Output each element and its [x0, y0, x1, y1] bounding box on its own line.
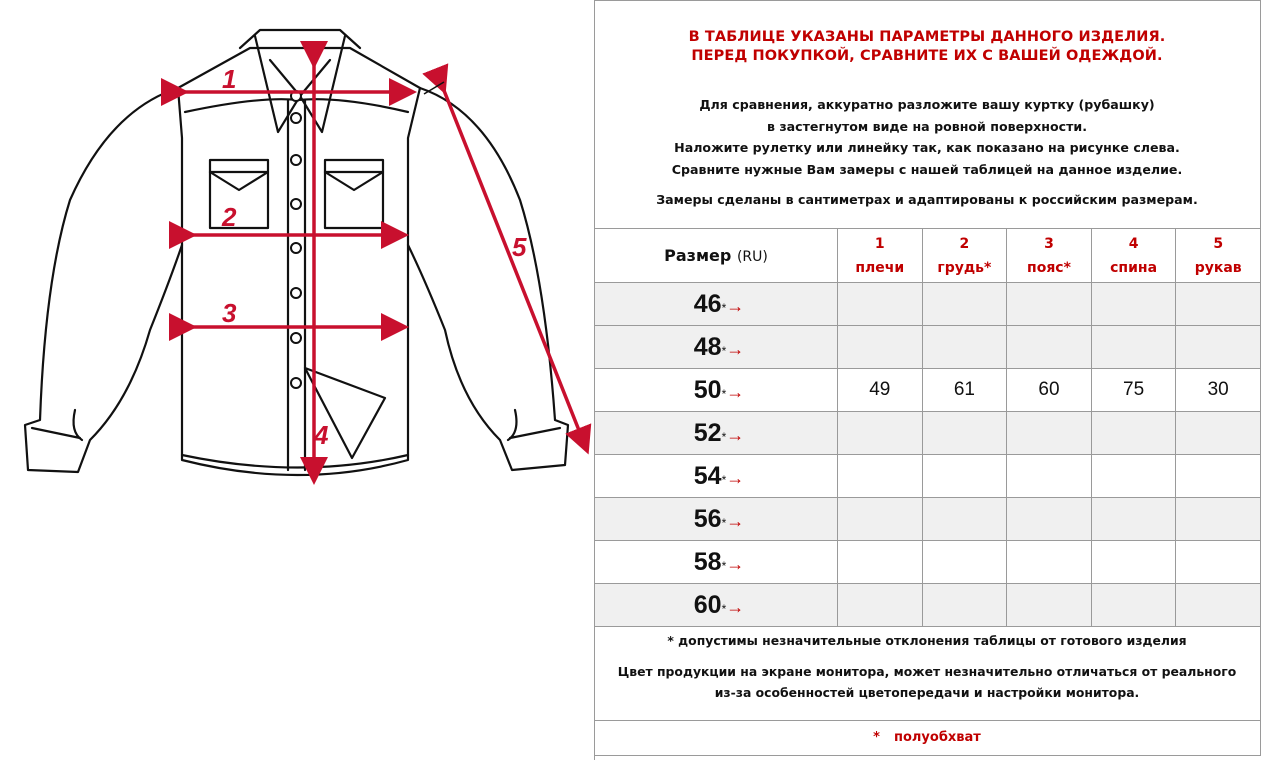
- column-header-chest: 2 грудь*: [922, 229, 1007, 283]
- shirt-measurement-illustration: [0, 0, 595, 760]
- measure-label-2: 2: [222, 202, 237, 232]
- column-header-sleeve: 5 рукав: [1176, 229, 1261, 283]
- measure-label-5: 5: [512, 232, 527, 262]
- instruction-line-4: Сравните нужные Вам замеры с нашей таблицей на данное изделие.: [671, 161, 1183, 177]
- size-cell: 50*→: [595, 369, 838, 412]
- value-cell: [1176, 283, 1261, 326]
- size-cell: 52*→: [595, 412, 838, 455]
- table-row: [595, 455, 1261, 498]
- value-cell: [838, 584, 923, 627]
- value-cell: [1091, 412, 1176, 455]
- instruction-line-3: Наложите рулетку или линейку так, как показано на рисунке слева.: [674, 140, 1180, 155]
- size-cell: 48*→: [595, 326, 838, 369]
- units-note: Замеры сделаны в сантиметрах и адаптированы к российским размерам.: [656, 192, 1198, 207]
- value-cell: [922, 326, 1007, 369]
- title-line-1: В ТАБЛИЦЕ УКАЗАНЫ ПАРАМЕТРЫ ДАННОГО ИЗДЕЛИЯ.: [688, 29, 1166, 45]
- value-cell: [1007, 584, 1092, 627]
- value-cell: [1176, 326, 1261, 369]
- value-cell: [1007, 455, 1092, 498]
- measure-line-sleeve: [443, 88, 586, 448]
- measure-label-3: 3: [222, 298, 237, 328]
- value-cell: [1176, 412, 1261, 455]
- color-disclaimer-line-1: Цвет продукции на экране монитора, может незначительно отличаться от реального: [617, 664, 1237, 679]
- measurement-lines: [182, 62, 586, 478]
- value-cell: [838, 541, 923, 584]
- value-cell: [1176, 455, 1261, 498]
- table-row: [595, 541, 1261, 584]
- instructions: [594, 94, 1260, 180]
- instruction-line-1: Для сравнения, аккуратно разложите вашу куртку (рубашку): [699, 97, 1155, 112]
- size-chart-panel: [594, 0, 1261, 756]
- footer-divider: [594, 720, 1260, 721]
- column-header-shoulders: 1 плечи: [838, 229, 923, 283]
- size-header-unit: (RU): [736, 249, 768, 265]
- column-header-back: 4 спина: [1091, 229, 1176, 283]
- table-row: [595, 412, 1261, 455]
- value-cell: [1007, 541, 1092, 584]
- size-cell: 56*→: [595, 498, 838, 541]
- size-column-header: [595, 229, 838, 283]
- value-cell: [1176, 498, 1261, 541]
- value-cell: [922, 412, 1007, 455]
- value-cell: [838, 283, 923, 326]
- size-cell: 58*→: [595, 541, 838, 584]
- legend-asterisk: *: [873, 730, 880, 745]
- value-cell: [922, 541, 1007, 584]
- value-cell: [1091, 584, 1176, 627]
- value-cell: 75: [1091, 369, 1176, 412]
- value-cell: 30: [1176, 369, 1261, 412]
- size-table: [594, 228, 1261, 627]
- color-disclaimer: [594, 661, 1260, 703]
- value-cell: [1007, 283, 1092, 326]
- size-cell: 60*→: [595, 584, 838, 627]
- table-row: [595, 584, 1261, 627]
- measure-label-1: 1: [222, 64, 237, 94]
- size-table-header: [595, 229, 1261, 283]
- table-row: [595, 369, 1261, 412]
- value-cell: [838, 455, 923, 498]
- value-cell: [922, 455, 1007, 498]
- value-cell: [1007, 412, 1092, 455]
- value-cell: [1091, 541, 1176, 584]
- value-cell: [1176, 541, 1261, 584]
- title-line-2: ПЕРЕД ПОКУПКОЙ, СРАВНИТЕ ИХ С ВАШЕЙ ОДЕЖДОЙ.: [691, 48, 1163, 64]
- chart-title: [594, 28, 1260, 66]
- value-cell: [1091, 283, 1176, 326]
- table-row: [595, 283, 1261, 326]
- table-row: [595, 326, 1261, 369]
- tolerance-note: * допустимы незначительные отклонения таблицы от готового изделия: [667, 633, 1187, 648]
- table-row: [595, 498, 1261, 541]
- instruction-line-2: в застегнутом виде на ровной поверхности.: [767, 118, 1087, 134]
- value-cell: [1007, 498, 1092, 541]
- shirt-drawing: [0, 0, 594, 760]
- shirt-buttons: [291, 91, 301, 388]
- asterisk-legend: [594, 730, 1260, 745]
- value-cell: [838, 412, 923, 455]
- value-cell: [1091, 326, 1176, 369]
- value-cell: [1176, 584, 1261, 627]
- value-cell: [922, 584, 1007, 627]
- value-cell: [838, 326, 923, 369]
- size-header-label: Размер: [664, 246, 732, 265]
- size-cell: 46*→: [595, 283, 838, 326]
- value-cell: 49: [838, 369, 923, 412]
- value-cell: 61: [922, 369, 1007, 412]
- size-cell: 54*→: [595, 455, 838, 498]
- value-cell: [838, 498, 923, 541]
- value-cell: 60: [1007, 369, 1092, 412]
- column-header-waist: 3 пояс*: [1007, 229, 1092, 283]
- value-cell: [922, 498, 1007, 541]
- value-cell: [1091, 455, 1176, 498]
- value-cell: [1007, 326, 1092, 369]
- color-disclaimer-line-2: из-за особенностей цветопередачи и настройки монитора.: [714, 685, 1140, 700]
- legend-text: полуобхват: [893, 730, 981, 745]
- measure-label-4: 4: [314, 420, 329, 450]
- measurement-labels: [221, 64, 527, 450]
- value-cell: [1091, 498, 1176, 541]
- value-cell: [922, 283, 1007, 326]
